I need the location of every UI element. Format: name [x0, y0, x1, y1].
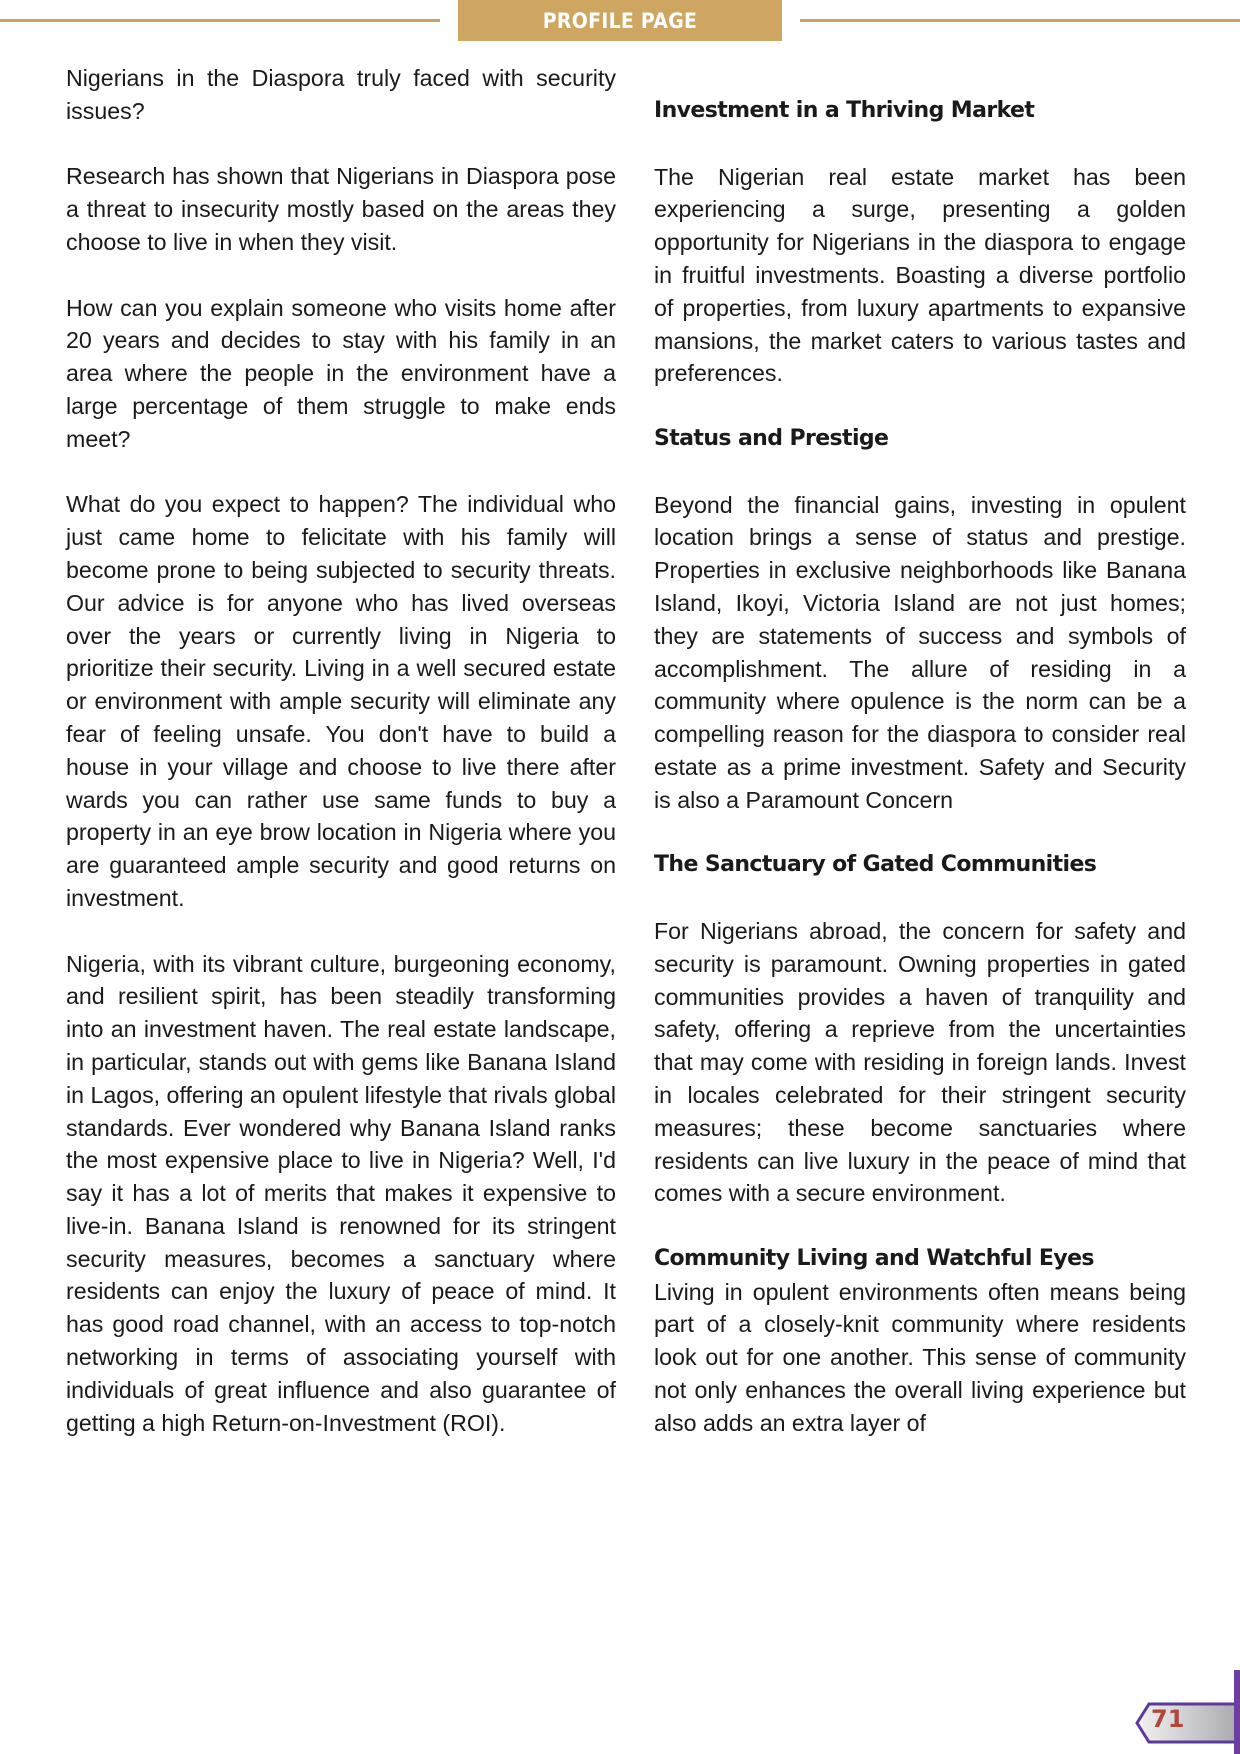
- header-rule-right: [800, 19, 1240, 22]
- section-heading: Investment in a Thriving Market: [654, 98, 1035, 123]
- paragraph: Living in opulent environments often means being part of a closely-knit community where residents look out for one another. This sense of community not only enhances the overall living experience but also adds an extra layer of: [654, 1278, 1186, 1436]
- edge-marker: [1234, 1670, 1240, 1754]
- paragraph: Nigerians in the Diaspora truly faced with security issues?: [66, 65, 616, 124]
- section-heading: Community Living and Watchful Eyes: [654, 1245, 1094, 1271]
- paragraph: Beyond the financial gains, investing in opulent location brings a sense of status and prestige. Properties in exclusive neighborhoods like Banana Island, Ikoyi, Victoria Island are not just homes; they are statements of success and symbols of accomplishment. The allure of residing in a community where opulence is the norm can be a compelling reason for the diaspora to consider real estate as a prime investment. Safety and Security is also a Paramount Concern: [654, 491, 1186, 813]
- right-column: [654, 95, 1186, 1472]
- page-number: 71: [1151, 1705, 1185, 1733]
- paragraph: How can you explain someone who visits home after 20 years and decides to stay with his family in an area where the people in the environment have a large percentage of them struggle to make ends meet?: [66, 294, 616, 452]
- left-column: [66, 62, 616, 1472]
- paragraph: Research has shown that Nigerians in Diaspora pose a threat to insecurity mostly based on the areas they choose to live in when they visit.: [66, 163, 616, 255]
- section-heading: The Sanctuary of Gated Communities: [654, 852, 1097, 878]
- header-rule-left: [0, 19, 440, 22]
- paragraph: The Nigerian real estate market has been experiencing a surge, presenting a golden opportunity for Nigerians in the diaspora to engage in fruitful investments. Boasting a diverse portfolio of properties, from luxury apartments to expansive mansions, the market caters to various tastes and preferences.: [654, 163, 1186, 387]
- paragraph: For Nigerians abroad, the concern for safety and security is paramount. Owning properties in gated communities provides a haven of tranquility and safety, offering a reprieve from the uncertainties that may come with residing in foreign lands. Invest in locales celebrated for their stringent security measures; these become sanctuaries where residents can live luxury in the peace of mind that comes with a secure environment.: [654, 917, 1186, 1207]
- section-heading: Status and Prestige: [654, 425, 889, 451]
- section-label: PROFILE PAGE: [458, 0, 782, 41]
- paragraph: Nigeria, with its vibrant culture, burgeoning economy, and resilient spirit, has been steadily transforming into an investment haven. The real estate landscape, in particular, stands out with gems like Banana Island in Lagos, offering an opulent lifestyle that rivals global standards. Ever wondered why Banana Island ranks the most expensive place to live in Nigeria? Well, I'd say it has a lot of merits that makes it expensive to live-in. Banana Island is renowned for its stringent security measures, becomes a sanctuary where residents can enjoy the luxury of peace of mind. It has good road channel, with an access to top-notch networking in terms of associating yourself with individuals of great influence and also guarantee of getting a high Return-on-Investment (ROI).: [66, 950, 616, 1436]
- paragraph: What do you expect to happen? The individual who just came home to felicitate with his family will become prone to being subjected to security threats. Our advice is for anyone who has lived overseas over the years or currently living in Nigeria to prioritize their security. Living in a well secured estate or environment with ample security will eliminate any fear of feeling unsafe. You don't have to build a house in your village and choose to live there after wards you can rather use same funds to buy a property in an eye brow location in Nigeria where you are guaranteed ample security and good returns on investment.: [66, 491, 616, 911]
- page-number-badge: [1135, 1700, 1240, 1746]
